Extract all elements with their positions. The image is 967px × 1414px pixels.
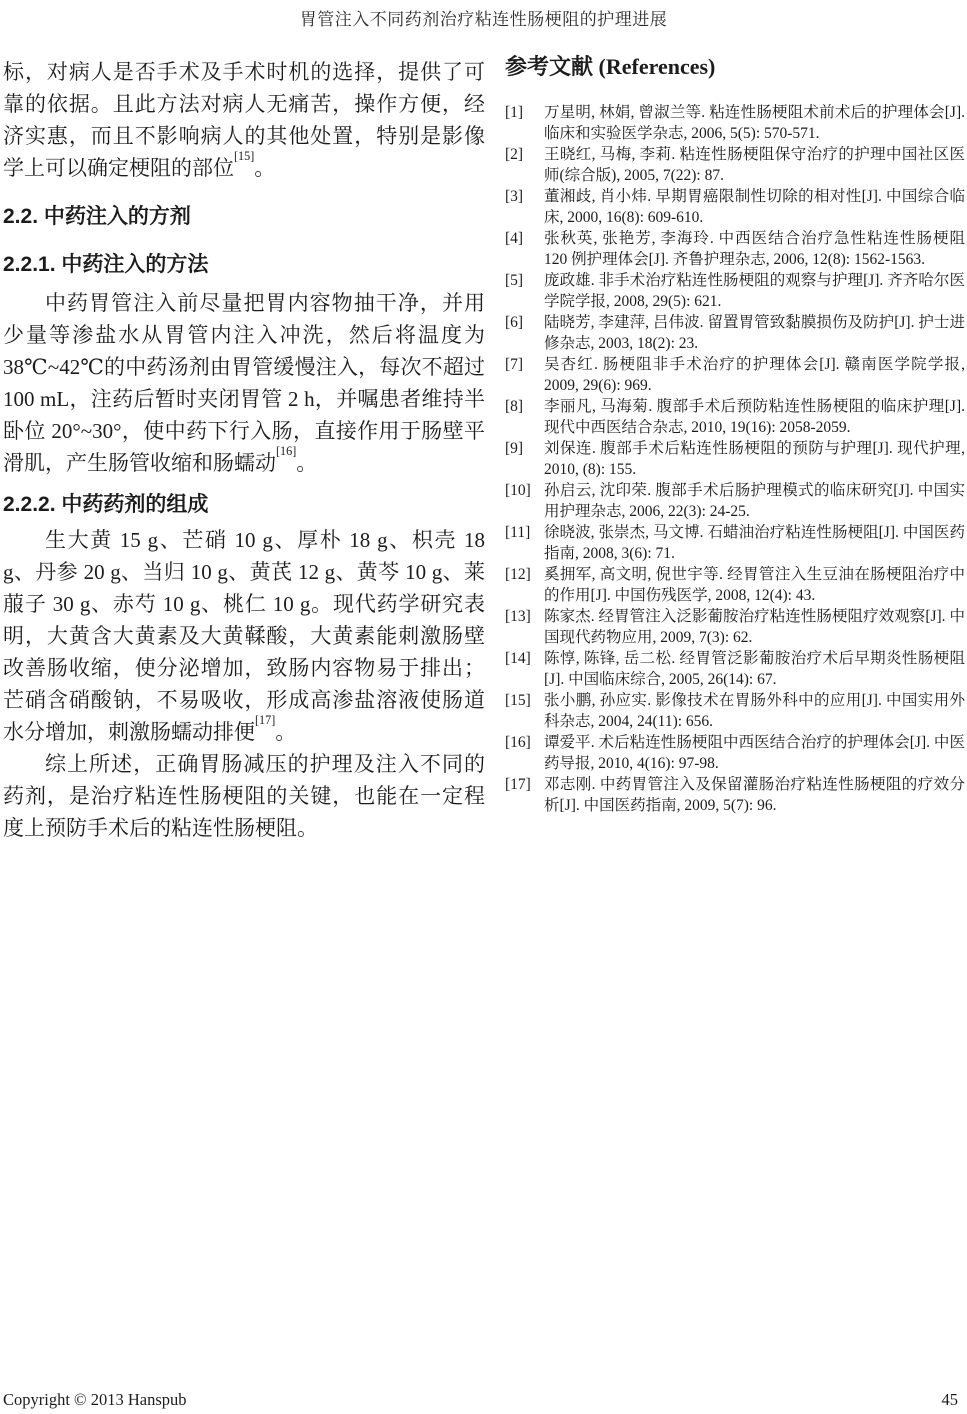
reference-number: [3]: [505, 188, 524, 205]
reference-text: 刘保连. 腹部手术后粘连性肠梗阻的预防与护理[J]. 现代护理, 2010, (8): 155.: [544, 440, 965, 478]
reference-item: [505, 228, 965, 270]
paragraph-tail: 。: [254, 156, 276, 180]
reference-number: [15]: [505, 692, 531, 709]
reference-item: [505, 522, 965, 564]
reference-item: [505, 564, 965, 606]
references-heading-en: (References): [593, 54, 716, 79]
reference-item: [505, 186, 965, 228]
reference-text: 董湘歧, 肖小炜. 早期胃癌限制性切除的相对性[J]. 中国综合临床, 2000, 16(8): 609-610.: [544, 188, 965, 226]
paragraph-text: 标，对病人是否手术及手术时机的选择，提供了可靠的依据。且此方法对病人无痛苦，操作方便，经济实惠，而且不影响病人的其他处置，特别是影像学上可以确定梗阻的部位: [3, 60, 485, 180]
reference-text: 谭爱平. 术后粘连性肠梗阻中西医结合治疗的护理体会[J]. 中医药导报, 2010, 4(16): 97-98.: [544, 734, 965, 772]
reference-number: [8]: [505, 398, 524, 415]
reference-text: 陈家杰. 经胃管注入泛影葡胺治疗粘连性肠梗阻疗效观察[J]. 中国现代药物应用, 2009, 7(3): 62.: [544, 608, 965, 646]
reference-text: 张小鹏, 孙应实. 影像技术在胃肠外科中的应用[J]. 中国实用外科杂志, 2004, 24(11): 656.: [544, 692, 965, 730]
section-heading-2-2-2: 2.2.2. 中药药剂的组成: [3, 493, 209, 516]
reference-number: [1]: [505, 104, 524, 121]
left-column: [3, 56, 485, 844]
paragraph-text: 中药胃管注入前尽量把胃内容物抽干净，并用少量等渗盐水从胃管内注入冲洗，然后将温度为 38℃~42℃的中药汤剂由胃管缓慢注入，每次不超过 100 mL，注药后暂时夹闭胃管 2 h，并嘱患者维持半卧位 20°~30°，使中药下行入肠，直接作用于肠壁平滑肌，产生肠管收缩和肠蠕动: [3, 291, 485, 475]
paragraph-tail: 。: [275, 720, 297, 744]
paragraph-continuation: [3, 56, 485, 184]
reference-text: 孙启云, 沈印荣. 腹部手术后肠护理模式的临床研究[J]. 中国实用护理杂志, 2006, 22(3): 24-25.: [544, 482, 965, 520]
references-heading: [505, 52, 965, 82]
reference-text: 陆晓芳, 李建萍, 吕伟波. 留置胃管致黏膜损伤及防护[J]. 护士进修杂志, 2003, 18(2): 23.: [544, 314, 965, 352]
reference-text: 徐晓波, 张崇杰, 马文博. 石蜡油治疗粘连性肠梗阻[J]. 中国医药指南, 2008, 3(6): 71.: [544, 524, 965, 562]
section-heading-2-2: 2.2. 中药注入的方剂: [3, 205, 191, 228]
reference-number: [11]: [505, 524, 531, 541]
citation-superscript: [16]: [276, 444, 297, 459]
citation-superscript: [15]: [234, 149, 255, 164]
reference-text: 邓志刚. 中药胃管注入及保留灌肠治疗粘连性肠梗阻的疗效分析[J]. 中国医药指南, 2009, 5(7): 96.: [544, 776, 965, 814]
reference-text: 王晓红, 马梅, 李莉. 粘连性肠梗阻保守治疗的护理中国社区医师(综合版), 2005, 7(22): 87.: [544, 146, 965, 184]
page-number: 45: [941, 1390, 958, 1409]
reference-item: [505, 648, 965, 690]
reference-item: [505, 606, 965, 648]
reference-number: [16]: [505, 734, 531, 751]
reference-number: [14]: [505, 650, 531, 667]
page-footer: [3, 1390, 958, 1410]
running-head-title: 胃管注入不同药剂治疗粘连性肠梗阻的护理进展: [299, 10, 668, 29]
reference-item: [505, 270, 965, 312]
reference-item: [505, 438, 965, 480]
section-heading-2-2-1: 2.2.1. 中药注入的方法: [3, 253, 209, 276]
reference-number: [9]: [505, 440, 524, 457]
reference-item: [505, 690, 965, 732]
reference-number: [4]: [505, 230, 524, 247]
reference-item: [505, 774, 965, 816]
reference-item: [505, 732, 965, 774]
references-heading-zh: 参考文献: [505, 54, 594, 79]
reference-number: [10]: [505, 482, 531, 499]
paragraph-text: 生大黄 15 g、芒硝 10 g、厚朴 18 g、枳壳 18 g、丹参 20 g、当归 10 g、黄芪 12 g、黄芩 10 g、莱菔子 30 g、赤芍 10 g、桃仁 10 g。现代药学研究表明，大黄含大黄素及大黄鞣酸，大黄素能刺激肠壁改善肠收缩，使分泌增加，致肠内容物易于排出；芒硝含硝酸钠，不易吸收，形成高渗盐溶液使肠道水分增加，刺激肠蠕动排便: [3, 528, 485, 744]
reference-number: [13]: [505, 608, 531, 625]
paragraph-composition: [3, 524, 485, 748]
paragraph-tail: 。: [296, 451, 318, 475]
reference-text: 庞政雄. 非手术治疗粘连性肠梗阻的观察与护理[J]. 齐齐哈尔医学院学报, 2008, 29(5): 621.: [544, 272, 965, 310]
reference-text: 李丽凡, 马海菊. 腹部手术后预防粘连性肠梗阻的临床护理[J]. 现代中西医结合杂志, 2010, 19(16): 2058-2059.: [544, 398, 965, 436]
reference-list: [505, 102, 965, 816]
reference-text: 吴杏红. 肠梗阻非手术治疗的护理体会[J]. 赣南医学院学报, 2009, 29(6): 969.: [544, 356, 965, 394]
reference-text: 陈惇, 陈锋, 岳二松. 经胃管泛影葡胺治疗术后早期炎性肠梗阻[J]. 中国临床综合, 2005, 26(14): 67.: [544, 650, 965, 688]
references-column: [505, 52, 965, 816]
citation-superscript: [17]: [255, 713, 276, 728]
reference-number: [5]: [505, 272, 524, 289]
reference-number: [2]: [505, 146, 524, 163]
reference-number: [6]: [505, 314, 524, 331]
reference-item: [505, 102, 965, 144]
paragraph-method: [3, 287, 485, 479]
paragraph-conclusion: 综上所述，正确胃肠减压的护理及注入不同的药剂，是治疗粘连性肠梗阻的关键，也能在一定程度上预防手术后的粘连性肠梗阻。: [3, 752, 485, 840]
reference-text: 万星明, 林娟, 曾淑兰等. 粘连性肠梗阻术前术后的护理体会[J]. 临床和实验医学杂志, 2006, 5(5): 570-571.: [544, 104, 965, 142]
reference-text: 奚拥军, 高文明, 倪世宇等. 经胃管注入生豆油在肠梗阻治疗中的作用[J]. 中国伤残医学, 2008, 12(4): 43.: [544, 566, 965, 604]
reference-item: [505, 312, 965, 354]
reference-item: [505, 144, 965, 186]
copyright-text: Copyright © 2013 Hanspub: [3, 1390, 187, 1409]
reference-number: [7]: [505, 356, 524, 373]
reference-text: 张秋英, 张艳芳, 李海玲. 中西医结合治疗急性粘连性肠梗阻 120 例护理体会[J]. 齐鲁护理杂志, 2006, 12(8): 1562-1563.: [544, 230, 965, 268]
reference-number: [17]: [505, 776, 531, 793]
reference-item: [505, 354, 965, 396]
reference-item: [505, 396, 965, 438]
reference-number: [12]: [505, 566, 531, 583]
reference-item: [505, 480, 965, 522]
